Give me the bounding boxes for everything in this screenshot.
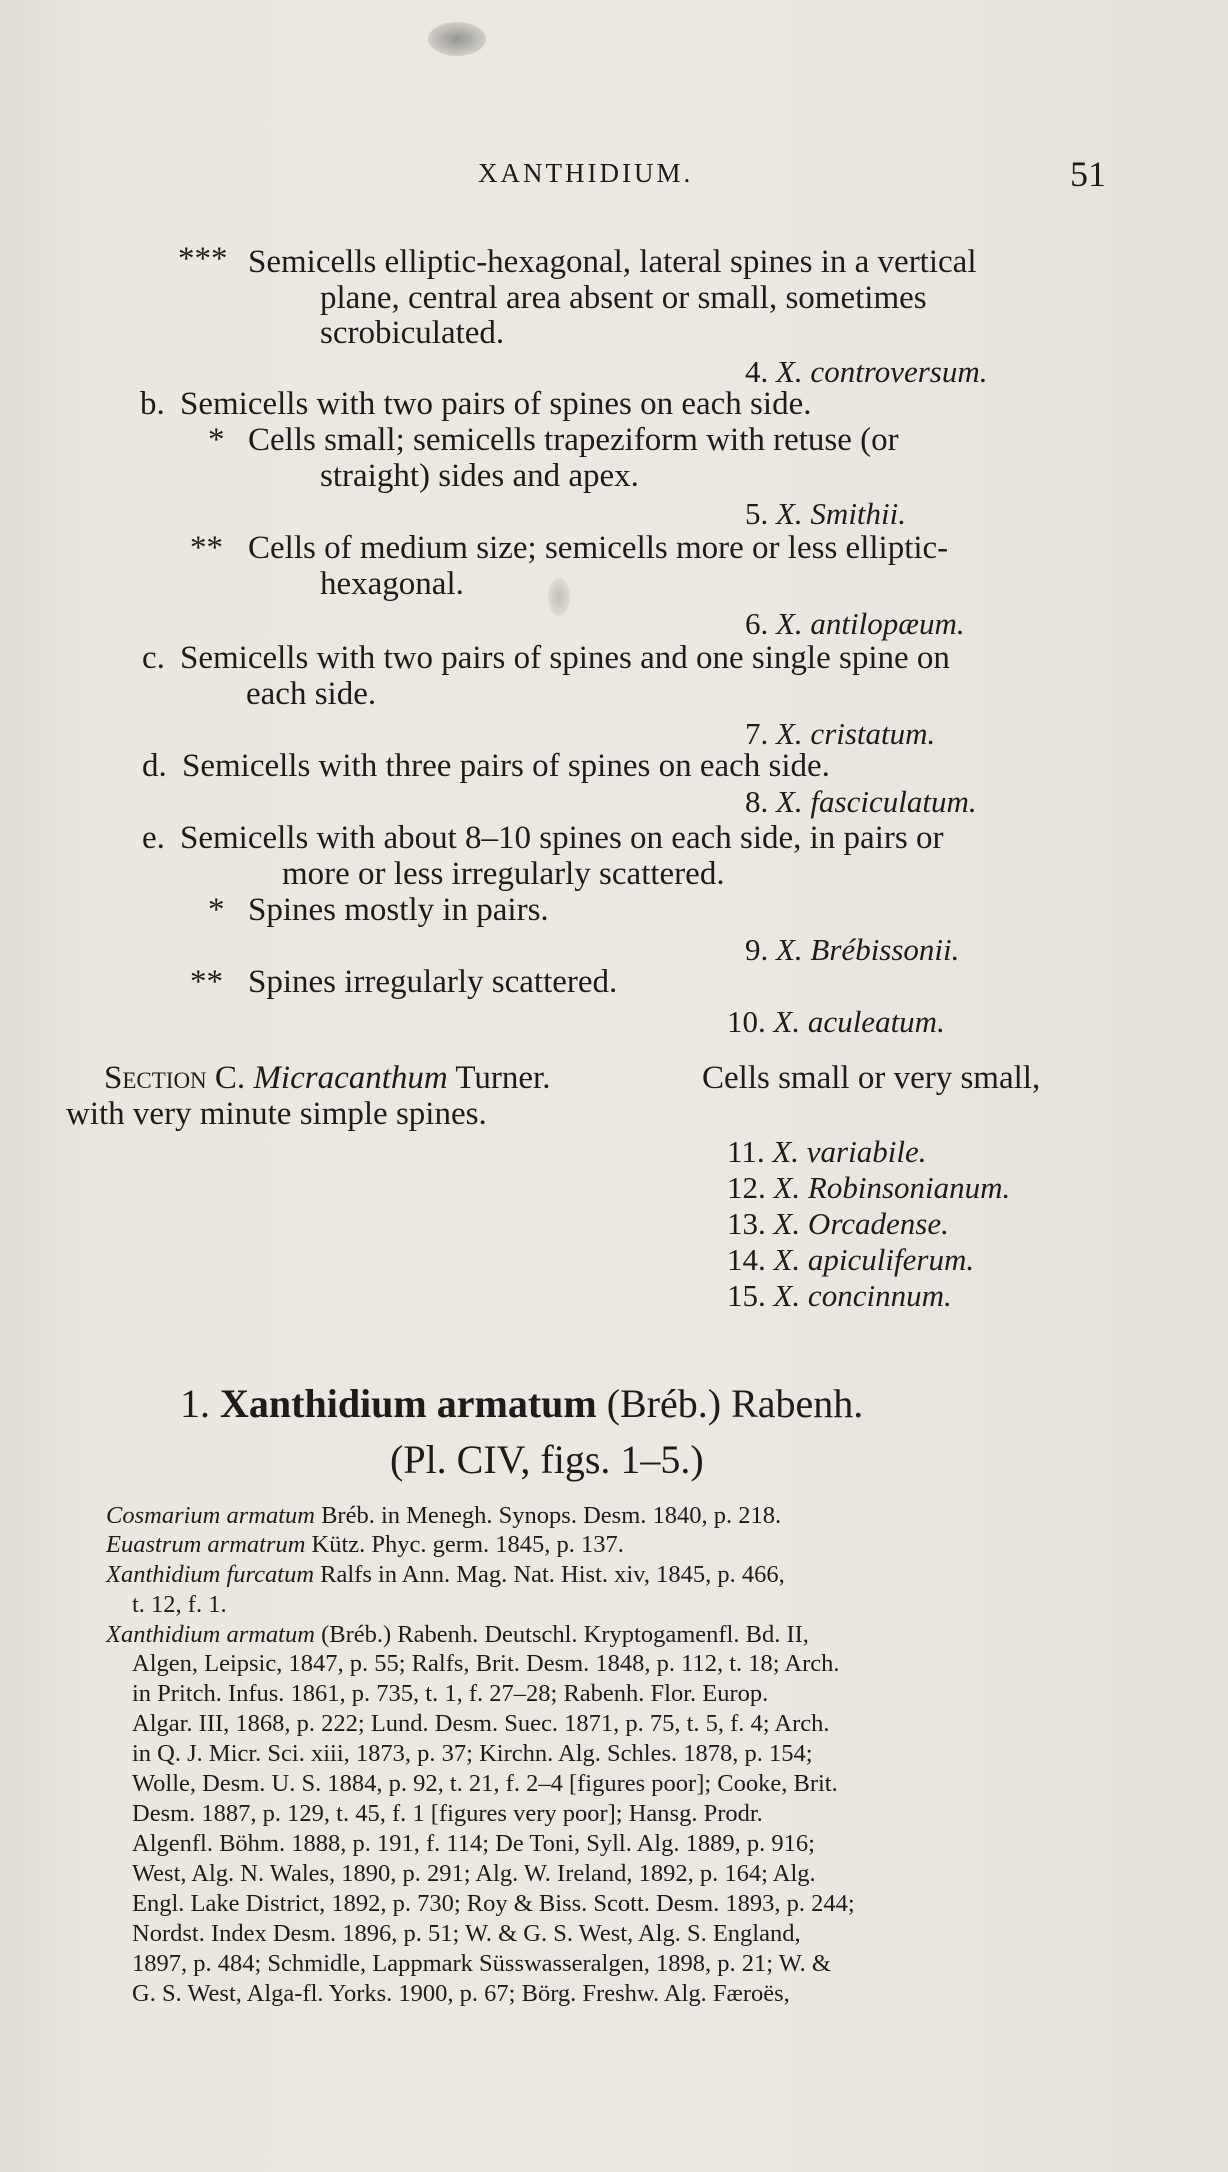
running-title: XANTHIDIUM.	[478, 158, 694, 188]
synonym-line: t. 12, f. 1.	[132, 1591, 227, 1618]
synonym-line: Cosmarium armatum Bréb. in Menegh. Synops. Desm. 1840, p. 218.	[106, 1502, 782, 1529]
key-taxon: 13. X. Orcadense.	[727, 1206, 949, 1241]
page-number: 51	[1070, 154, 1106, 194]
synonym-line: in Pritch. Infus. 1861, p. 735, t. 1, f. 27–28; Rabenh. Flor. Europ.	[132, 1680, 769, 1707]
key-taxon: 5. X. Smithii.	[745, 496, 907, 531]
key-line: Semicells with about 8–10 spines on each side, in pairs or	[180, 820, 944, 856]
key-line: straight) sides and apex.	[320, 458, 639, 494]
key-line: hexagonal.	[320, 566, 464, 602]
synonym-line: Algen, Leipsic, 1847, p. 55; Ralfs, Brit. Desm. 1848, p. 112, t. 18; Arch.	[132, 1650, 840, 1677]
plate-reference: (Pl. CIV, figs. 1–5.)	[390, 1437, 704, 1482]
synonym-line: Algenfl. Böhm. 1888, p. 191, f. 114; De Toni, Syll. Alg. 1889, p. 916;	[132, 1830, 815, 1857]
synonym-line: Euastrum armatrum Kütz. Phyc. germ. 1845, p. 137.	[106, 1531, 624, 1558]
key-taxon: 9. X. Brébissonii.	[745, 932, 960, 967]
key-line: Semicells with two pairs of spines and one single spine on	[180, 640, 950, 676]
synonym-line: Algar. III, 1868, p. 222; Lund. Desm. Suec. 1871, p. 75, t. 5, f. 4; Arch.	[132, 1710, 830, 1737]
key-taxon: 7. X. cristatum.	[745, 716, 936, 751]
key-line: Cells small; semicells trapeziform with retuse (or	[248, 422, 899, 458]
section-description: with very minute simple spines.	[66, 1096, 487, 1132]
synonym-line: Wolle, Desm. U. S. 1884, p. 92, t. 21, f. 2–4 [figures poor]; Cooke, Brit.	[132, 1770, 838, 1797]
key-marker: **	[190, 964, 223, 1000]
key-marker: d.	[142, 748, 167, 784]
section-description: Cells small or very small,	[702, 1060, 1041, 1096]
key-marker: c.	[142, 640, 165, 676]
key-marker: e.	[142, 820, 165, 856]
key-taxon: 10. X. aculeatum.	[727, 1004, 945, 1039]
key-line: Semicells with two pairs of spines on each side.	[180, 386, 812, 422]
key-marker: b.	[140, 386, 165, 422]
key-taxon: 15. X. concinnum.	[727, 1278, 952, 1313]
ink-smudge	[548, 578, 570, 616]
key-line: Semicells elliptic-hexagonal, lateral spines in a vertical	[248, 244, 977, 280]
key-line: more or less irregularly scattered.	[282, 856, 725, 892]
synonym-line: Desm. 1887, p. 129, t. 45, f. 1 [figures very poor]; Hansg. Prodr.	[132, 1800, 763, 1827]
synonym-line: Xanthidium armatum (Bréb.) Rabenh. Deutschl. Kryptogamenfl. Bd. II,	[106, 1621, 809, 1648]
key-taxon: 11. X. variabile.	[727, 1134, 927, 1169]
key-line: each side.	[246, 676, 377, 712]
section-heading: Section C. Micracanthum Turner.	[104, 1060, 551, 1096]
synonym-line: Engl. Lake District, 1892, p. 730; Roy & Biss. Scott. Desm. 1893, p. 244;	[132, 1890, 855, 1917]
key-marker: ***	[178, 241, 228, 277]
key-marker: *	[208, 892, 225, 928]
key-line: Spines mostly in pairs.	[248, 892, 549, 928]
key-taxon: 6. X. antilopæum.	[745, 606, 965, 641]
key-line: Semicells with three pairs of spines on each side.	[182, 748, 830, 784]
key-line: scrobiculated.	[320, 315, 505, 351]
synonym-line: Xanthidium furcatum Ralfs in Ann. Mag. Nat. Hist. xiv, 1845, p. 466,	[106, 1561, 785, 1588]
key-taxon: 14. X. apiculiferum.	[727, 1242, 975, 1277]
ink-smudge	[428, 22, 486, 56]
synonym-line: G. S. West, Alga-fl. Yorks. 1900, p. 67; Börg. Freshw. Alg. Færoës,	[132, 1980, 790, 2007]
key-marker: *	[208, 422, 225, 458]
key-marker: **	[190, 530, 223, 566]
synonym-line: in Q. J. Micr. Sci. xiii, 1873, p. 37; Kirchn. Alg. Schles. 1878, p. 154;	[132, 1740, 813, 1767]
key-taxon: 4. X. controversum.	[745, 354, 988, 389]
synonym-line: 1897, p. 484; Schmidle, Lappmark Süsswasseralgen, 1898, p. 21; W. &	[132, 1950, 831, 1977]
key-line: Cells of medium size; semicells more or less elliptic-	[248, 530, 949, 566]
key-line: plane, central area absent or small, sometimes	[320, 280, 927, 316]
key-taxon: 12. X. Robinsonianum.	[727, 1170, 1011, 1205]
synonym-line: West, Alg. N. Wales, 1890, p. 291; Alg. W. Ireland, 1892, p. 164; Alg.	[132, 1860, 816, 1887]
key-line: Spines irregularly scattered.	[248, 964, 618, 1000]
species-heading: 1. Xanthidium armatum (Bréb.) Rabenh.	[180, 1381, 864, 1426]
synonym-line: Nordst. Index Desm. 1896, p. 51; W. & G. S. West, Alg. S. England,	[132, 1920, 801, 1947]
key-taxon: 8. X. fasciculatum.	[745, 784, 977, 819]
